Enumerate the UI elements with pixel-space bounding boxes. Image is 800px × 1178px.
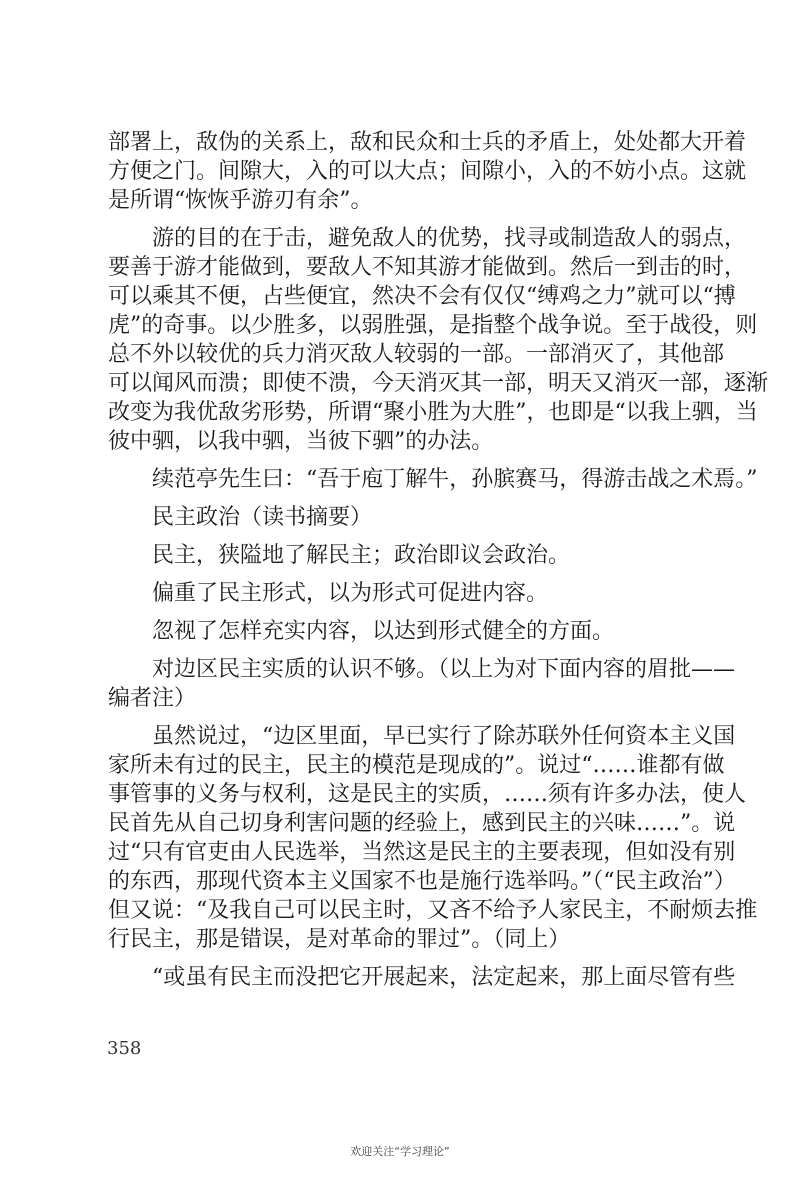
page-number: 358 <box>107 1038 142 1059</box>
text-line: 游的目的在于击，避免敌人的优势，找寻或制造敌人的弱点， <box>152 226 747 251</box>
text-line: 改变为我优敌劣形势，所谓“聚小胜为大胜”，也即是“以我上驷，当 <box>108 400 758 425</box>
text-line: 方便之门。间隙大，入的可以大点；间隙小，入的不妨小点。这就 <box>108 159 747 184</box>
text-line: 可以闻风而溃；即使不溃，今天消灭其一部，明天又消灭一部，逐渐 <box>108 371 769 396</box>
text-line: 但又说：“及我自己可以民主时，又吝不给予人家民主，不耐烦去推 <box>108 898 758 923</box>
text-line: 编者注） <box>108 686 197 711</box>
paragraph-gap <box>108 494 700 503</box>
text-line: 的东西，那现代资本主义国家不也是施行选举吗。”（“民主政治”） <box>108 869 736 894</box>
paragraph-gap <box>108 713 700 722</box>
text-line: 对边区民主实质的认识不够。（以上为对下面内容的眉批—— <box>152 657 736 682</box>
text-line: 彼中驷，以我中驷，当彼下驷”的办法。 <box>108 429 494 454</box>
footer-caption: 欢迎关注“学习理论” <box>350 1145 450 1158</box>
text-line: 总不外以较优的兵力消灭敌人较弱的一部。一部消灭了，其他部 <box>108 342 725 367</box>
paragraph-gap <box>108 646 700 655</box>
text-line: 部署上，敌伪的关系上，敌和民众和士兵的矛盾上，处处都大开着 <box>108 130 747 155</box>
paragraph-gap <box>108 954 700 963</box>
text-line: 民主，狭隘地了解民主；政治即议会政治。 <box>152 543 571 568</box>
text-line: 民主政治（读书摘要） <box>152 505 373 530</box>
text-line: 忽视了怎样充实内容，以达到形式健全的方面。 <box>152 619 615 644</box>
paragraph-gap <box>108 532 700 541</box>
text-line: 过“只有官吏由人民选举，当然这是民主的主要表现，但如没有别 <box>108 840 736 865</box>
text-line: “或虽有民主而没把它开展起来，法定起来，那上面尽管有些 <box>152 965 736 990</box>
paragraph-gap <box>108 570 700 579</box>
paragraph-gap <box>108 456 700 465</box>
text-line: 民首先从自己切身利害问题的经验上，感到民主的兴味……”。说 <box>108 811 736 836</box>
text-line: 是所谓“恢恢乎游刃有余”。 <box>108 188 373 213</box>
paragraph-gap <box>108 215 700 224</box>
text-line: 续范亭先生曰：“吾于庖丁解牛，孙膑赛马，得游击战之术焉。” <box>152 467 758 492</box>
text-line: 要善于游才能做到，要敌人不知其游才能做到。然后一到击的时， <box>108 255 747 280</box>
paragraph-gap <box>108 608 700 617</box>
text-line: 可以乘其不便，占些便宜，然决不会有仅仅“缚鸡之力”就可以“搏 <box>108 284 736 309</box>
text-line: 行民主，那是错误，是对革命的罪过”。（同上） <box>108 927 571 952</box>
text-line: 事管事的义务与权利，这是民主的实质，……须有许多办法，使人 <box>108 782 747 807</box>
text-line: 虎”的奇事。以少胜多，以弱胜强，是指整个战争说。至于战役，则 <box>108 313 758 338</box>
body-text <box>108 128 769 992</box>
text-line: 虽然说过，“边区里面，早已实行了除苏联外任何资本主义国 <box>152 724 736 749</box>
text-line: 家所未有过的民主，民主的模范是现成的”。说过“……谁都有做 <box>108 753 725 778</box>
text-line: 偏重了民主形式，以为形式可促进内容。 <box>152 581 549 606</box>
